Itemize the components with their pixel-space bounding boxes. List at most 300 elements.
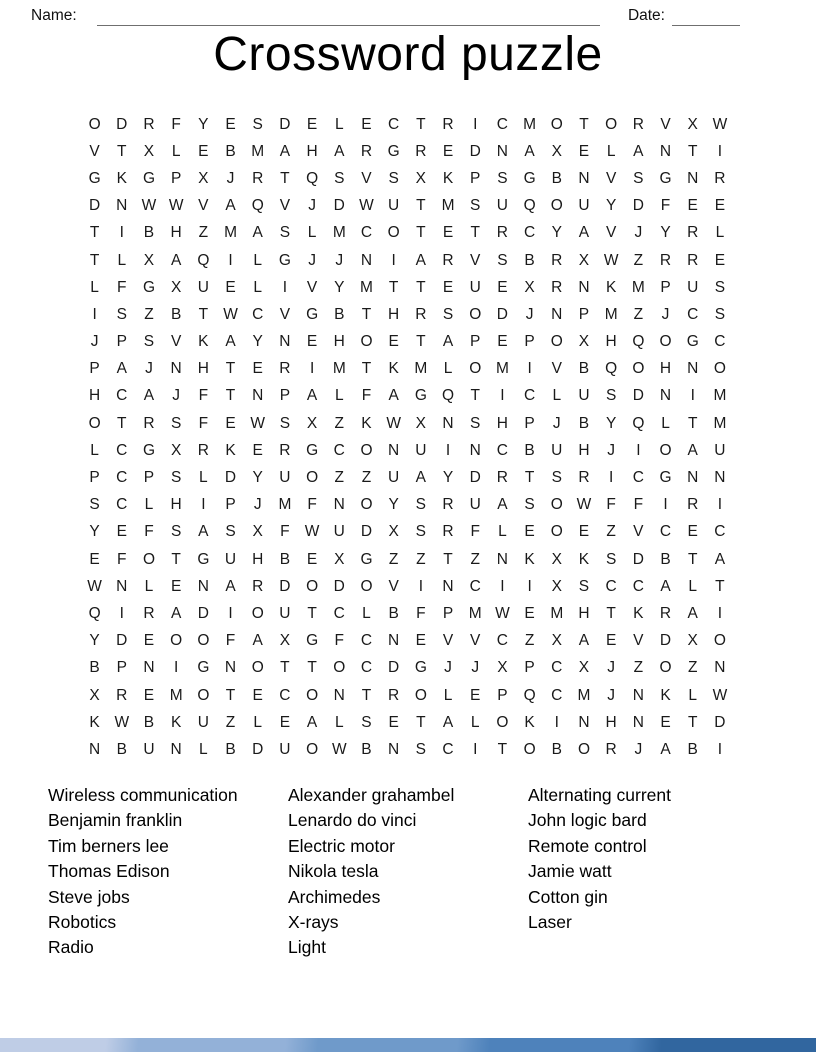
grid-cell: W (495, 604, 510, 622)
word-list-column (288, 783, 528, 961)
grid-cell: R (442, 523, 454, 541)
grid-cell: M (713, 387, 727, 405)
grid-cell: P (470, 333, 481, 351)
grid-cell: E (442, 278, 454, 296)
grid-cell: S (551, 469, 562, 487)
grid-cell: R (496, 224, 508, 242)
grid-cell: J (525, 305, 534, 323)
grid-cell: R (415, 142, 427, 160)
grid-cell: F (307, 496, 317, 514)
grid-cell: C (388, 115, 400, 133)
grid-cell: H (578, 604, 590, 622)
grid-cell: Y (252, 333, 263, 351)
grid-cell: G (306, 305, 319, 323)
grid-cell: U (388, 469, 400, 487)
grid-cell: Q (197, 251, 210, 269)
grid-cell: O (577, 740, 590, 758)
grid-cell: N (687, 469, 699, 487)
grid-cell: A (143, 387, 155, 405)
grid-cell: W (141, 197, 157, 215)
grid-cell: S (361, 713, 372, 731)
grid-cell: D (197, 604, 209, 622)
grid-cell: F (633, 496, 644, 514)
grid-cell: N (116, 577, 128, 595)
grid-cell: T (117, 142, 127, 160)
grid-cell: C (523, 387, 536, 405)
grid-cell: T (416, 224, 426, 242)
grid-cell: E (170, 577, 182, 595)
grid-cell: R (252, 577, 264, 595)
grid-cell: C (252, 305, 264, 323)
grid-cell: D (496, 305, 508, 323)
grid-cell: D (388, 659, 400, 677)
grid-cell: U (333, 523, 345, 541)
grid-cell: J (145, 360, 153, 378)
name-blank-line (97, 11, 600, 26)
grid-cell: E (442, 142, 454, 160)
grid-cell: P (89, 469, 100, 487)
grid-cell: J (335, 251, 344, 269)
grid-cell: A (252, 224, 263, 242)
grid-cell: N (170, 740, 182, 758)
grid-cell: N (388, 740, 400, 758)
grid-cell: B (89, 659, 100, 677)
word-list-column (48, 783, 288, 961)
grid-cell: M (468, 604, 482, 622)
grid-cell: Q (605, 360, 618, 378)
grid-cell: C (551, 659, 563, 677)
grid-cell: O (713, 360, 726, 378)
grid-cell: O (713, 632, 726, 650)
grid-cell: H (605, 713, 617, 731)
grid-cell: L (253, 713, 263, 731)
grid-cell: N (170, 360, 182, 378)
grid-cell: C (551, 686, 563, 704)
grid-cell: E (524, 523, 535, 541)
grid-cell: A (578, 632, 590, 650)
name-date-header (31, 5, 740, 26)
grid-cell: Y (252, 469, 263, 487)
grid-cell: O (142, 550, 155, 568)
grid-cell: L (199, 740, 208, 758)
grid-cell: A (633, 142, 644, 160)
grid-cell: X (89, 686, 100, 704)
grid-cell: E (225, 115, 236, 133)
grid-cell: U (279, 604, 291, 622)
grid-cell: X (143, 251, 155, 269)
date-blank-line (672, 11, 740, 26)
grid-cell: N (496, 550, 508, 568)
grid-cell: I (527, 360, 532, 378)
grid-cell: G (414, 387, 427, 405)
grid-cell: M (713, 414, 727, 432)
grid-cell: A (388, 387, 399, 405)
grid-cell: E (388, 713, 399, 731)
grid-cell: E (306, 550, 318, 568)
grid-cell: V (388, 577, 399, 595)
grid-cell: O (550, 115, 563, 133)
grid-cell: I (717, 496, 723, 514)
grid-cell: A (198, 523, 209, 541)
grid-cell: R (687, 251, 699, 269)
grid-cell: F (144, 523, 154, 541)
grid-cell: N (687, 169, 699, 187)
grid-cell: S (170, 469, 182, 487)
grid-cell: G (278, 251, 291, 269)
grid-cell: L (144, 496, 154, 514)
grid-cell: I (473, 740, 478, 758)
grid-cell: U (714, 441, 726, 459)
grid-cell: A (170, 604, 182, 622)
grid-cell: F (225, 632, 236, 650)
grid-cell: Q (306, 169, 319, 187)
grid-cell: V (551, 360, 562, 378)
grid-cell: S (415, 523, 427, 541)
grid-cell: S (497, 251, 508, 269)
grid-cell: E (415, 632, 427, 650)
grid-cell: A (225, 333, 236, 351)
grid-cell: O (306, 577, 319, 595)
grid-cell: D (659, 632, 672, 650)
grid-cell: C (714, 333, 726, 351)
grid-cell: R (442, 496, 454, 514)
grid-cell: A (306, 713, 318, 731)
grid-cell: L (552, 387, 562, 405)
grid-cell: L (171, 142, 181, 160)
grid-cell: K (116, 169, 127, 187)
grid-cell: X (170, 441, 182, 459)
grid-cell: N (197, 577, 209, 595)
grid-cell: E (116, 523, 127, 541)
grid-cell: P (170, 169, 182, 187)
grid-cell: C (496, 441, 508, 459)
grid-cell: I (119, 604, 124, 622)
grid-cell: R (442, 251, 454, 269)
grid-cell: I (663, 496, 668, 514)
grid-cell: V (605, 224, 617, 242)
grid-cell: Z (606, 523, 616, 541)
grid-cell: I (391, 251, 396, 269)
grid-cell: L (334, 713, 344, 731)
grid-cell: O (360, 496, 373, 514)
grid-cell: I (554, 713, 559, 731)
grid-cell: G (387, 142, 400, 160)
grid-cell: X (687, 632, 698, 650)
grid-cell: I (92, 305, 97, 323)
grid-cell: W (304, 523, 320, 541)
grid-cell: T (497, 740, 508, 758)
grid-cell: W (712, 686, 728, 704)
grid-cell: O (550, 496, 563, 514)
grid-cell: K (633, 604, 644, 622)
grid-cell: R (496, 469, 508, 487)
grid-cell: W (386, 414, 401, 432)
grid-cell: P (442, 604, 454, 622)
grid-cell: L (362, 604, 371, 622)
grid-cell: S (170, 523, 182, 541)
grid-cell: R (714, 169, 726, 187)
grid-cell: C (333, 604, 345, 622)
grid-cell: L (90, 441, 99, 459)
grid-cell: O (523, 740, 536, 758)
grid-cell: E (687, 523, 698, 541)
grid-cell: M (604, 305, 618, 323)
grid-cell: O (632, 360, 645, 378)
grid-cell: D (279, 577, 291, 595)
grid-cell: U (578, 197, 590, 215)
grid-cell: A (116, 360, 127, 378)
grid-cell: E (143, 686, 155, 704)
word-list-item: Robotics (48, 912, 117, 933)
grid-cell: G (197, 550, 210, 568)
grid-cell: I (174, 659, 179, 677)
grid-cell: A (442, 713, 454, 731)
grid-cell: G (414, 659, 427, 677)
grid-cell: M (577, 686, 591, 704)
grid-cell: S (415, 496, 427, 514)
grid-cell: W (359, 197, 374, 215)
grid-cell: X (524, 278, 535, 296)
grid-cell: X (198, 169, 209, 187)
grid-cell: G (142, 441, 155, 459)
word-list-item: Alexander grahambel (288, 785, 455, 805)
grid-cell: B (660, 550, 671, 568)
grid-cell: A (660, 577, 671, 595)
grid-cell: C (333, 441, 345, 459)
grid-cell: S (225, 523, 236, 541)
grid-cell: O (659, 659, 672, 677)
grid-cell: Y (89, 523, 100, 541)
grid-cell: O (496, 713, 509, 731)
grid-cell: Z (361, 469, 372, 487)
grid-cell: N (279, 333, 291, 351)
grid-cell: N (388, 632, 400, 650)
grid-cell: E (714, 251, 726, 269)
grid-cell: I (309, 360, 315, 378)
grid-cell: I (418, 577, 423, 595)
grid-cell: C (632, 577, 644, 595)
grid-cell: F (660, 197, 671, 215)
grid-cell: Z (144, 305, 154, 323)
grid-cell: T (470, 387, 480, 405)
grid-cell: P (225, 496, 236, 514)
grid-cell: D (88, 197, 101, 215)
grid-cell: W (87, 577, 102, 595)
grid-cell: T (198, 305, 209, 323)
grid-cell: J (634, 224, 643, 242)
grid-cell: O (659, 333, 672, 351)
grid-cell: H (388, 305, 400, 323)
grid-cell: N (496, 142, 508, 160)
grid-cell: F (198, 387, 209, 405)
grid-cell: Z (334, 414, 345, 432)
grid-cell: R (632, 115, 644, 133)
grid-cell: S (415, 740, 427, 758)
grid-cell: Q (88, 604, 101, 622)
grid-cell: O (360, 441, 373, 459)
grid-cell: F (361, 387, 372, 405)
grid-cell: S (143, 333, 155, 351)
grid-cell: T (225, 360, 236, 378)
word-list-column (528, 783, 768, 961)
grid-cell: K (605, 278, 617, 296)
grid-cell: A (687, 441, 698, 459)
grid-cell: T (687, 550, 698, 568)
grid-cell: C (116, 469, 128, 487)
grid-cell: P (524, 659, 535, 677)
word-list-item: Tim berners lee (48, 835, 169, 856)
grid-cell: T (715, 577, 725, 595)
page-title: Crossword puzzle (213, 28, 603, 81)
grid-cell: K (388, 360, 399, 378)
grid-cell: V (470, 632, 481, 650)
grid-cell: K (170, 713, 182, 731)
grid-cell: T (524, 469, 535, 487)
grid-cell: Z (416, 550, 426, 568)
grid-cell: E (252, 686, 263, 704)
grid-cell: B (687, 740, 698, 758)
grid-cell: Y (388, 496, 399, 514)
grid-cell: M (251, 142, 265, 160)
grid-cell: S (388, 169, 399, 187)
grid-cell: O (360, 333, 373, 351)
grid-cell: J (607, 686, 616, 704)
grid-cell: A (714, 550, 726, 568)
grid-cell: O (387, 224, 400, 242)
grid-cell: P (660, 278, 671, 296)
grid-cell: D (279, 115, 291, 133)
grid-cell: C (360, 224, 373, 242)
grid-cell: T (361, 305, 372, 323)
grid-cell: E (225, 414, 236, 432)
grid-cell: T (307, 659, 317, 677)
grid-cell: O (550, 523, 563, 541)
grid-cell: T (416, 278, 426, 296)
grid-cell: W (223, 305, 238, 323)
grid-cell: A (497, 496, 508, 514)
grid-cell: X (497, 659, 508, 677)
grid-cell: M (495, 360, 509, 378)
grid-cell: Y (198, 115, 209, 133)
grid-cell: E (306, 333, 318, 351)
grid-cell: L (307, 224, 317, 242)
grid-cell: T (171, 550, 181, 568)
grid-cell: J (661, 305, 670, 323)
grid-cell: J (90, 333, 99, 351)
grid-cell: C (687, 305, 699, 323)
grid-cell: P (116, 659, 127, 677)
word-list-item: Laser (528, 912, 572, 933)
grid-cell: L (334, 115, 344, 133)
grid-cell: H (88, 387, 101, 405)
grid-cell: U (415, 441, 427, 459)
grid-cell: B (578, 360, 590, 378)
grid-cell: R (687, 496, 699, 514)
grid-cell: N (578, 713, 590, 731)
grid-cell: L (117, 251, 127, 269)
grid-cell: Z (633, 305, 644, 323)
grid-cell: Z (633, 251, 644, 269)
grid-cell: L (498, 523, 507, 541)
grid-cell: V (660, 115, 671, 133)
footer-wave-decoration (0, 1038, 816, 1052)
grid-cell: U (279, 469, 291, 487)
word-list-item: Steve jobs (48, 886, 130, 907)
grid-cell: N (224, 659, 237, 677)
grid-cell: M (360, 278, 373, 296)
grid-cell: R (116, 686, 128, 704)
grid-cell: S (334, 169, 345, 187)
grid-cell: A (578, 224, 590, 242)
grid-cell: T (89, 251, 100, 269)
grid-cell: J (172, 387, 181, 405)
grid-cell: P (143, 469, 155, 487)
grid-cell: X (551, 550, 562, 568)
grid-cell: N (442, 414, 454, 432)
grid-cell: I (473, 115, 478, 133)
grid-cell: O (306, 469, 319, 487)
grid-cell: I (500, 577, 505, 595)
grid-cell: E (279, 713, 291, 731)
grid-cell: W (114, 713, 130, 731)
grid-cell: D (469, 469, 481, 487)
grid-cell: E (578, 523, 590, 541)
grid-cell: C (605, 577, 617, 595)
grid-cell: G (142, 278, 155, 296)
word-list-item: Nikola tesla (288, 861, 379, 882)
word-list-item: Jamie watt (528, 861, 612, 882)
grid-cell: Z (524, 632, 535, 650)
grid-cell: T (89, 224, 100, 242)
grid-cell: A (306, 387, 318, 405)
grid-cell: R (659, 604, 672, 622)
grid-cell: Y (660, 224, 671, 242)
grid-cell: M (414, 360, 428, 378)
grid-cell: U (551, 441, 563, 459)
grid-cell: J (471, 659, 480, 677)
grid-cell: T (280, 169, 290, 187)
grid-cell: B (279, 550, 291, 568)
grid-cell: O (251, 604, 264, 622)
grid-cell: R (551, 278, 563, 296)
grid-cell: P (524, 414, 535, 432)
grid-cell: V (633, 523, 644, 541)
grid-cell: O (550, 333, 563, 351)
grid-cell: M (332, 224, 346, 242)
grid-cell: V (279, 197, 291, 215)
grid-cell: Z (687, 659, 698, 677)
grid-cell: E (660, 713, 671, 731)
grid-cell: D (632, 387, 644, 405)
grid-cell: J (634, 740, 643, 758)
grid-cell: E (442, 224, 454, 242)
grid-cell: L (199, 469, 208, 487)
grid-cell: H (659, 360, 672, 378)
grid-cell: F (117, 550, 127, 568)
grid-cell: V (306, 278, 318, 296)
grid-cell: K (89, 713, 100, 731)
grid-cell: Q (632, 333, 645, 351)
grid-cell: L (253, 278, 263, 296)
grid-cell: I (527, 577, 532, 595)
grid-cell: U (687, 278, 699, 296)
grid-cell: C (632, 469, 644, 487)
grid-cell: P (497, 686, 508, 704)
word-list-item: X-rays (288, 912, 339, 933)
grid-cell: M (278, 496, 292, 514)
grid-cell: B (551, 169, 562, 187)
grid-cell: R (279, 441, 291, 459)
